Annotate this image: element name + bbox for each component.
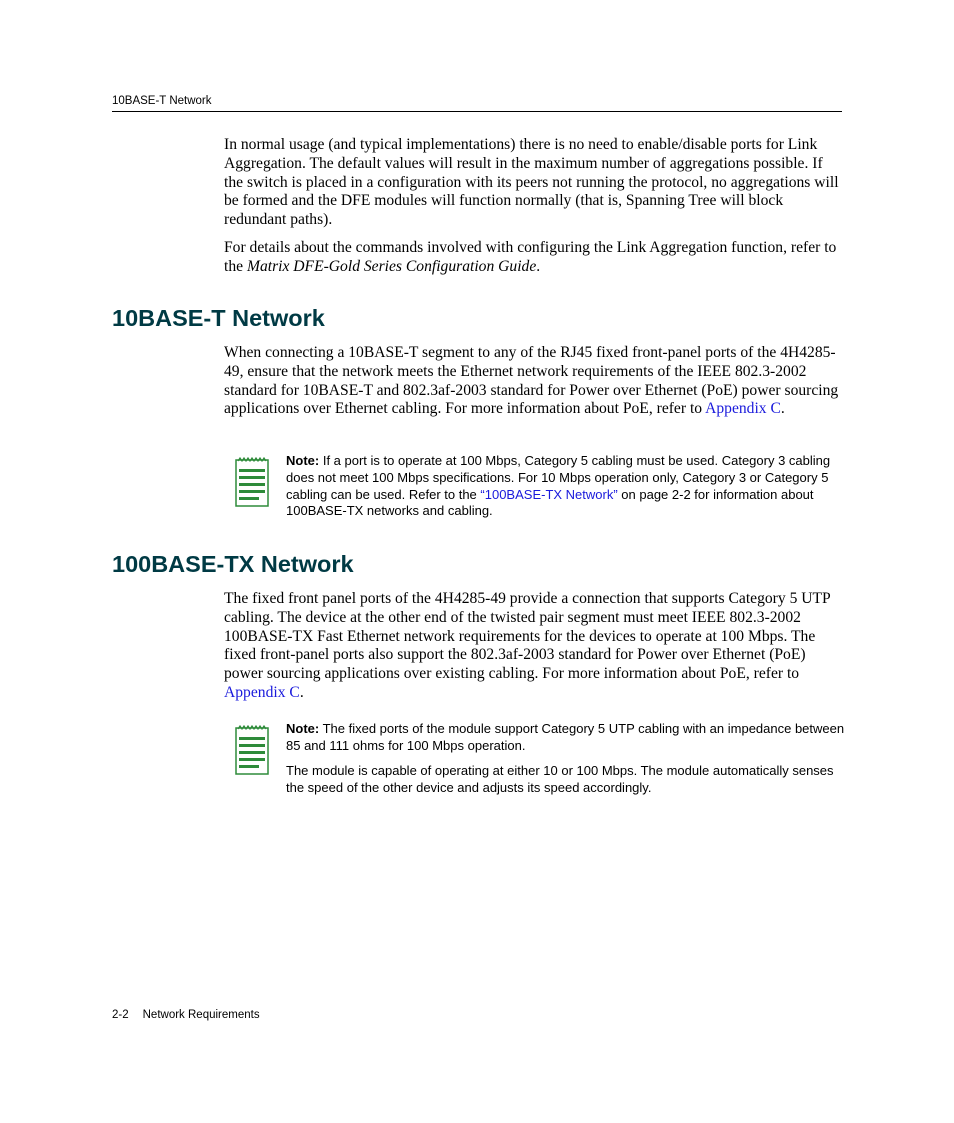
intro-paragraph-1: In normal usage (and typical implementations) there is no need to enable/disable ports for Link Aggregation. The default values will result in the maximum number of aggregations possible. If the switch is placed in a configuration with its peers not running the protocol, no aggregations will be formed and the DFE modules will function normally (that is, Spanning Tree will block redundant paths). — [224, 136, 839, 229]
note-label: Note: — [286, 453, 320, 468]
intro-paragraph-2: For details about the commands involved with configuring the Link Aggregation function, refer to the Matrix DFE-Gold Series Configuration Guide. — [224, 239, 837, 275]
100base-tx-paragraph: The fixed front panel ports of the 4H4285-49 provide a connection that supports Category 5 UTP cabling. The device at the other end of the twisted pair segment must meet IEEE 802.3-2002 100BASE-TX Fast Ethernet network requirements for the devices to operate at 100 Mbps. The fixed front-panel ports also support the 802.3af-2003 standard for Power over Ethernet (PoE) power sourcing applications over existing cabling. For more information about PoE, refer to Appendix C. — [224, 590, 831, 701]
note-100base-tx-detail: The module is capable of operating at either 10 or 100 Mbps. The module automatically senses the speed of the other device and adjusts its speed accordingly. — [286, 763, 834, 795]
notepad-icon — [234, 456, 270, 508]
chapter-title: Network Requirements — [142, 1009, 260, 1021]
note-label: Note: — [286, 721, 320, 736]
appendix-c-link[interactable]: Appendix C — [705, 400, 781, 418]
note-10base-t: Note: If a port is to operate at 100 Mbps, Category 5 cabling must be used. Category 3 cabling does not meet 100 Mbps specifications. For 10 Mbps operation only, Category 3 or Category 5 cabling can be used. Refer to the “100BASE-TX Network” on page 2-2 for information about 100BASE-TX networks and cabling. — [286, 453, 831, 519]
100base-tx-network-link[interactable]: “100BASE-TX Network” — [480, 486, 618, 502]
10base-t-paragraph: When connecting a 10BASE-T segment to any of the RJ45 fixed front-panel ports of the 4H4285-49, ensure that the network meets the Ethernet network requirements of the IEEE 802.3-2002 standard for 10BASE-T and 802.3af-2003 standard for Power over Ethernet (PoE) power sourcing applications over Ethernet cabling. For more information about PoE, refer to Appendix C. — [224, 344, 839, 418]
running-header: 10BASE-T Network — [112, 95, 842, 112]
note-100base-tx: Note: The fixed ports of the module support Category 5 UTP cabling with an impedance between 85 and 111 ohms for 100 Mbps operation. — [286, 721, 845, 753]
appendix-c-link-2[interactable]: Appendix C — [224, 683, 300, 701]
guide-title: Matrix DFE-Gold Series Configuration Guide — [246, 257, 537, 275]
page-footer — [112, 1009, 260, 1021]
heading-100base-tx: 100BASE-TX Network — [112, 551, 354, 577]
heading-10base-t: 10BASE-T Network — [112, 305, 325, 331]
notepad-icon — [234, 724, 270, 776]
page-number: 2-2 — [112, 1009, 129, 1021]
